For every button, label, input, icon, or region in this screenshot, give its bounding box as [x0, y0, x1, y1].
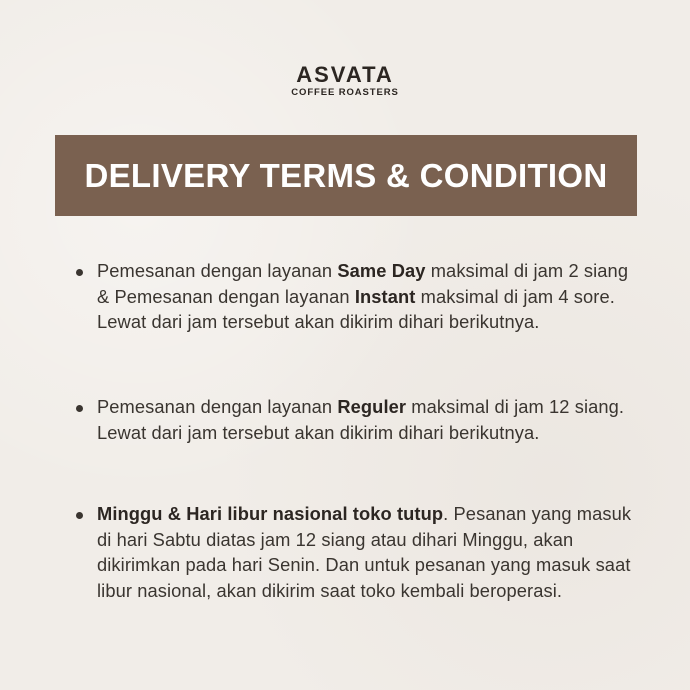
term-text: Pemesanan dengan layanan: [97, 260, 338, 281]
term-bold-text: Reguler: [337, 396, 407, 417]
brand-subtitle: COFFEE ROASTERS: [291, 87, 399, 98]
term-bold-text: Minggu & Hari libur nasional toko tutup: [97, 503, 444, 524]
title-banner: [55, 135, 637, 216]
bullet-icon: [76, 512, 83, 519]
term-item-holiday: [97, 501, 632, 603]
term-text: maksimal di jam 12 siang. Lewat dari jam tersebut akan dikirim dihari berikutnya.: [97, 396, 625, 443]
bullet-icon: [76, 269, 83, 276]
term-bold-text: Same Day: [337, 260, 426, 281]
term-text: maksimal di jam 2 siang & Pemesanan dengan layanan: [97, 260, 629, 307]
brand-logo: [0, 64, 690, 98]
brand-name: ASVATA: [296, 62, 394, 87]
term-text: maksimal di jam 4 sore. Lewat dari jam tersebut akan dikirim dihari berikutnya.: [97, 285, 615, 332]
term-text: Pemesanan dengan layanan: [97, 396, 338, 417]
bullet-icon: [76, 405, 83, 412]
term-bold-text: Instant: [354, 285, 416, 307]
term-item-same-day: [97, 258, 632, 335]
term-item-reguler: [97, 394, 632, 445]
term-text: . Pesanan yang masuk di hari Sabtu diatas jam 12 siang atau dihari Minggu, akan dikirimkan pada hari Senin. Dan untuk pesanan yang masuk saat libur nasional, akan dikirim saat toko kembali beroperasi.: [97, 503, 632, 601]
page-title: DELIVERY TERMS & CONDITION: [84, 156, 608, 194]
